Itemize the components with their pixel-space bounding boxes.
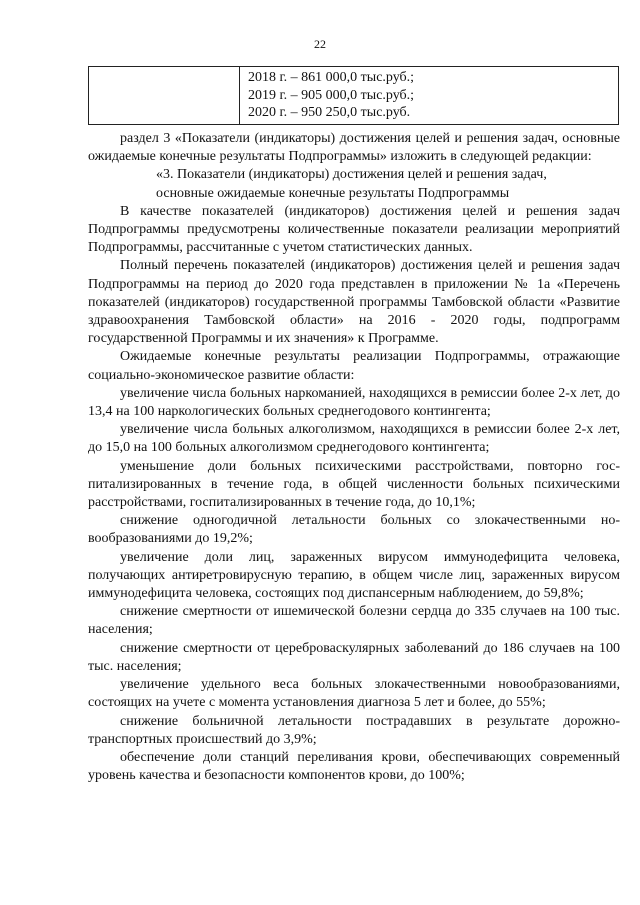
document-body xyxy=(88,130,620,785)
list-item: обеспечение доли станций переливания крови, обеспечивающих современный уровень качества и безопасности компонентов крови, до 100%; xyxy=(88,749,620,784)
paragraph-section-intro: раздел 3 «Показатели (индикаторы) достижения целей и решения задач, основные ожидаемые конечные результаты Подпрограммы» изложить в следующей редакции: xyxy=(88,131,620,165)
table-cell-funding xyxy=(240,67,619,125)
list-item: увеличение доли лиц, зараженных вирусом иммунодефицита человека, получающих антиретровирусную терапию, в общем числе лиц, зараженных вирусом иммунодефицита человека, состоящих под диспансерным наблюдением, до 59,8%; xyxy=(88,549,620,602)
funding-row-2019: 2019 г. – 905 000,0 тыс.руб.; xyxy=(248,87,415,103)
list-item: снижение больничной летальности пострадавших в результате дорожно-транспортных происшествий до 3,9%; xyxy=(88,713,620,747)
funding-row-2020: 2020 г. – 950 250,0 тыс.руб. xyxy=(248,105,411,120)
paragraph-full-list: Полный перечень показателей (индикаторов) достижения целей и решения задач Подпрограммы на период до 2020 года представлен в приложении № 1а «Перечень показателей (индикаторов) государственной программы Тамбовской области «Развитие здравоохранения Тамбовской области» на 2016 - 2020 годы, подпрограмм государственной Программы и их значения» к Программе. xyxy=(88,258,620,347)
funding-table xyxy=(88,66,619,125)
list-item: увеличение числа больных алкоголизмом, находящихся в ремиссии более 2-х лет, до 15,0 на 100 больных алкоголизмом среднегодового контингента; xyxy=(88,422,620,456)
list-item: снижение смертности от ишемической болезни сердца до 335 случаев на 100 тыс. населения; xyxy=(88,604,620,638)
page-number: 22 xyxy=(314,37,326,51)
table-cell-empty xyxy=(89,67,240,125)
list-item: увеличение удельного веса больных злокачественными новообразованиями, состоящих на учете с момента установления диагноза 5 лет и более, до 55%; xyxy=(88,677,620,711)
section-heading-line-2: основные ожидаемые конечные результаты Подпрограммы xyxy=(156,185,510,201)
table-row xyxy=(89,67,619,125)
section-heading-line-1: «3. Показатели (индикаторы) достижения целей и решения задач, xyxy=(156,167,547,183)
list-item: увеличение числа больных наркоманией, находящихся в ремиссии более 2-х лет, до 13,4 на 100 наркологических больных среднегодового контингента; xyxy=(88,385,620,420)
list-item: уменьшение доли больных психическими расстройствами, повторно госпитализированных в течение года, в общей численности больных психическими расстройствами, госпитализированных в течение года, до 10,1%; xyxy=(88,458,620,511)
funding-row-2018: 2018 г. – 861 000,0 тыс.руб.; xyxy=(248,70,415,85)
list-item: снижение смертности от цереброваскулярных заболеваний до 186 случаев на 100 тыс. населения; xyxy=(88,640,620,674)
list-item: снижение одногодичной летальности больных со злокачественными новообразованиями до 19,2%; xyxy=(88,513,620,547)
paragraph-expected-results: Ожидаемые конечные результаты реализации Подпрограммы, отражающие социально-экономическое развитие области: xyxy=(88,349,620,383)
paragraph-indicators: В качестве показателей (индикаторов) достижения целей и решения задач Подпрограммы предусмотрены количественные показатели реализации мероприятий Подпрограммы, рассчитанные с учетом статистических данных. xyxy=(88,203,620,256)
